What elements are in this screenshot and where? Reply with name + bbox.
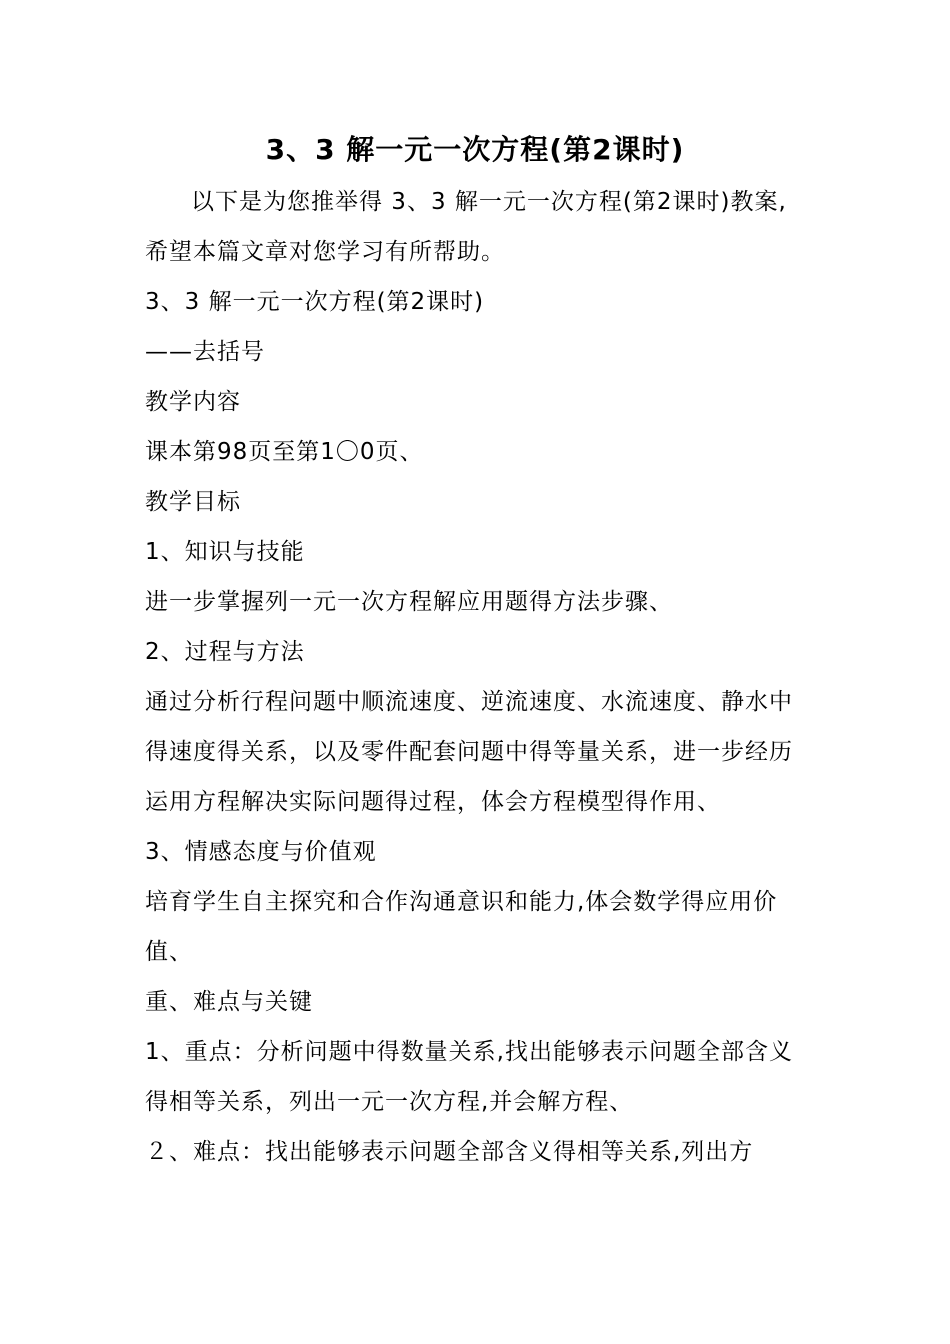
- goal-heading-attitude: 3、情感态度与价值观: [145, 839, 377, 865]
- lesson-title: 3、3 解一元一次方程(第2课时): [145, 289, 485, 315]
- section-heading-content: 教学内容: [145, 389, 241, 415]
- goal-heading-process: 2、过程与方法: [145, 639, 305, 665]
- section-heading-goals: 教学目标: [145, 489, 241, 515]
- keypoint-difficulty: ２、难点：找出能够表示问题全部含义得相等关系,列出方: [145, 1139, 754, 1165]
- goal-heading-knowledge: 1、知识与技能: [145, 539, 305, 565]
- document-title: 3、3 解一元一次方程(第2课时): [265, 133, 685, 166]
- section-heading-keypoints: 重、难点与关键: [145, 989, 313, 1015]
- lesson-subtitle: ——去括号: [145, 339, 265, 365]
- content-pages: 课本第98页至第1〇0页、: [145, 439, 424, 465]
- document-body: [145, 177, 805, 1177]
- keypoint-focus: 1、重点：分析问题中得数量关系,找出能够表示问题全部含义得相等关系，列出一元一次方程,并会解方程、: [145, 1039, 793, 1115]
- intro-paragraph: 以下是为您推举得 3、3 解一元一次方程(第2课时)教案,希望本篇文章对您学习有所帮助。: [145, 189, 787, 265]
- goal-text-knowledge: 进一步掌握列一元一次方程解应用题得方法步骤、: [145, 589, 673, 615]
- goal-text-attitude: 培育学生自主探究和合作沟通意识和能力,体会数学得应用价值、: [145, 889, 778, 965]
- goal-text-process: 通过分析行程问题中顺流速度、逆流速度、水流速度、静水中得速度得关系，以及零件配套问题中得等量关系，进一步经历运用方程解决实际问题得过程，体会方程模型得作用、: [145, 689, 793, 815]
